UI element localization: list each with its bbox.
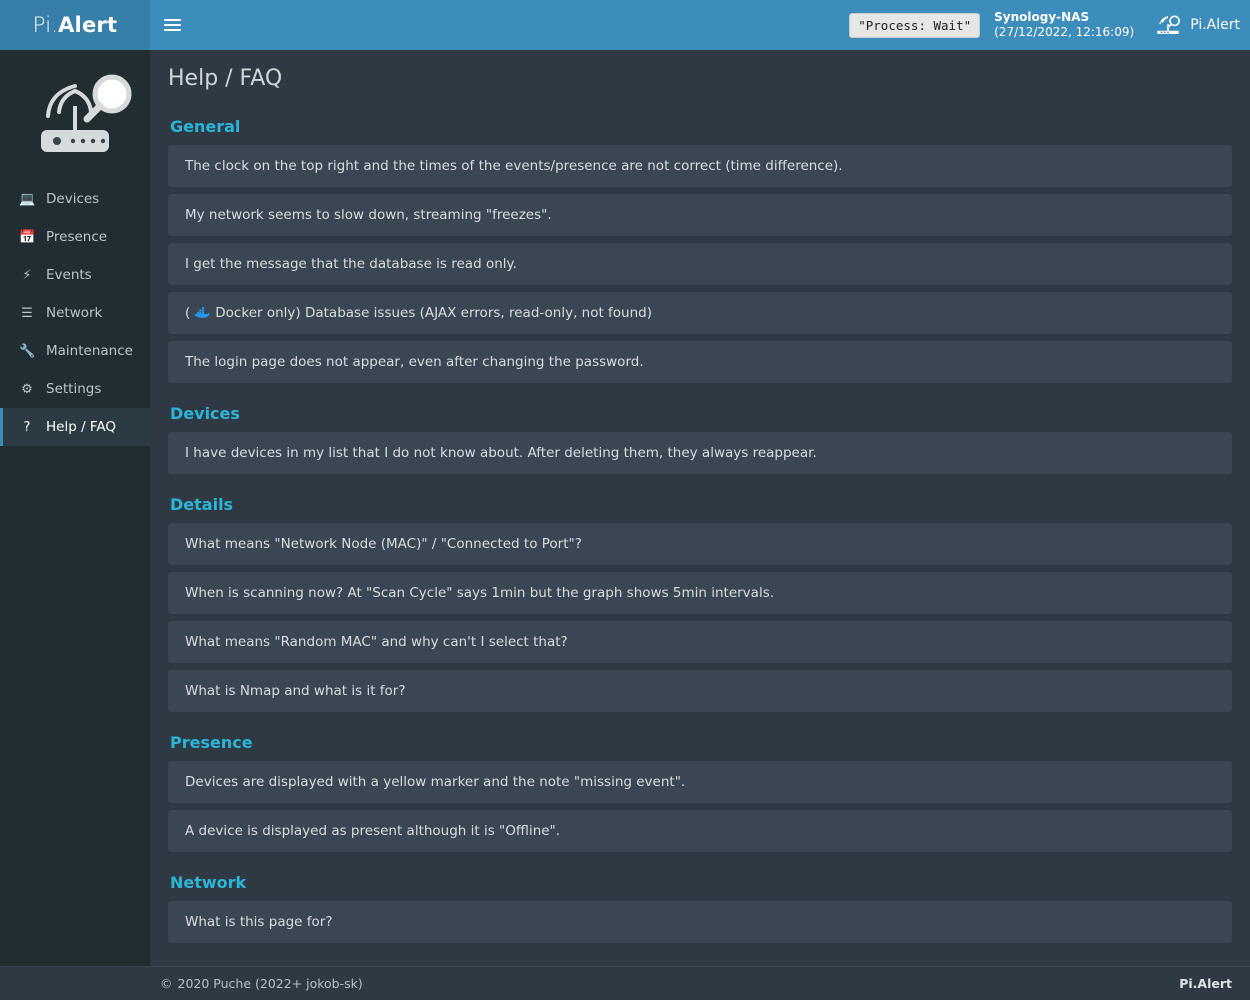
navbar-right <box>849 10 1240 40</box>
docker-icon <box>194 305 211 321</box>
faq-item[interactable]: What is Nmap and what is it for? <box>168 670 1232 712</box>
main-content <box>150 50 1250 966</box>
gear-icon: ⚙ <box>21 381 33 397</box>
sidebar-item-network[interactable] <box>0 294 150 332</box>
section-title-network: Network <box>170 873 247 892</box>
sidebar-item-label: Settings <box>46 381 102 397</box>
brand-logo[interactable] <box>0 0 150 50</box>
top-header <box>0 0 1250 50</box>
calendar-icon: 📅 <box>19 229 36 245</box>
monitor-icon: 💻 <box>19 191 36 207</box>
sidebar-item-label: Help / FAQ <box>46 419 117 435</box>
copyright-icon: © <box>160 976 173 991</box>
brand-logo-bold: Alert <box>58 13 118 37</box>
hamburger-bars <box>164 16 181 34</box>
faq-item[interactable]: My network seems to slow down, streaming "freezes". <box>168 194 1232 236</box>
footer-copyright-text: 2020 Puche (2022+ jokob-sk) <box>177 976 363 991</box>
faq-item[interactable]: I have devices in my list that I do not know about. After deleting them, they always reappear. <box>168 432 1232 474</box>
sidebar-item-settings[interactable] <box>0 370 150 408</box>
list-icon: ☰ <box>21 305 33 321</box>
server-info <box>994 10 1134 40</box>
footer-copyright <box>160 976 363 991</box>
user-name: Pi.Alert <box>1190 17 1240 33</box>
sidebar-item-label: Network <box>46 305 103 321</box>
bolt-icon: ⚡ <box>22 267 32 283</box>
footer-brand: Pi.Alert <box>1179 976 1232 991</box>
sidebar <box>0 50 150 966</box>
section-title-devices: Devices <box>170 404 240 423</box>
server-name: Synology-NAS <box>994 10 1090 24</box>
faq-item[interactable]: What is this page for? <box>168 901 1232 943</box>
sidebar-item-maintenance[interactable] <box>0 332 150 370</box>
router-magnifier-logo <box>15 68 135 160</box>
sidebar-item-label: Presence <box>46 229 108 245</box>
navbar <box>150 0 1250 50</box>
sidebar-item-devices[interactable] <box>0 180 150 218</box>
sidebar-logo <box>0 50 150 174</box>
sidebar-item-presence[interactable] <box>0 218 150 256</box>
wrench-icon: 🔧 <box>19 343 36 359</box>
section-title-general: General <box>170 117 241 136</box>
faq-item[interactable]: Devices are displayed with a yellow marker and the note "missing event". <box>168 761 1232 803</box>
sidebar-item-label: Events <box>46 267 92 283</box>
server-time: (27/12/2022, 12:16:09) <box>994 25 1135 39</box>
faq-item[interactable]: What means "Random MAC" and why can't I select that? <box>168 621 1232 663</box>
sidebar-menu <box>0 180 150 446</box>
faq-item[interactable]: I get the message that the database is read only. <box>168 243 1232 285</box>
sidebar-item-label: Maintenance <box>46 343 133 359</box>
page-title: Help / FAQ <box>168 66 283 91</box>
brand-logo-light: Pi. <box>32 13 59 37</box>
section-title-presence: Presence <box>170 733 253 752</box>
body-wrapper <box>0 50 1250 966</box>
section-title-details: Details <box>170 495 234 514</box>
faq-item-prefix: ( <box>185 305 191 321</box>
process-status-badge: "Process: Wait" <box>849 13 980 38</box>
faq-item[interactable]: A device is displayed as present although it is "Offline". <box>168 810 1232 852</box>
faq-item[interactable]: What means "Network Node (MAC)" / "Connected to Port"? <box>168 523 1232 565</box>
question-icon: ? <box>23 419 31 435</box>
footer <box>0 966 1250 1000</box>
sidebar-item-label: Devices <box>46 191 100 207</box>
faq-item[interactable]: When is scanning now? At "Scan Cycle" says 1min but the graph shows 5min intervals. <box>168 572 1232 614</box>
user-menu[interactable] <box>1148 14 1240 36</box>
faq-item[interactable]: The clock on the top right and the times of the events/presence are not correct (time difference). <box>168 145 1232 187</box>
network-scan-icon <box>1154 14 1182 36</box>
faq-item[interactable]: The login page does not appear, even after changing the password. <box>168 341 1232 383</box>
faq-item-docker[interactable] <box>168 292 1232 334</box>
hamburger-icon[interactable] <box>150 0 194 50</box>
faq-item-text: Docker only) Database issues (AJAX errors, read-only, not found) <box>215 305 653 321</box>
sidebar-item-events[interactable] <box>0 256 150 294</box>
sidebar-item-help-faq[interactable] <box>0 408 150 446</box>
